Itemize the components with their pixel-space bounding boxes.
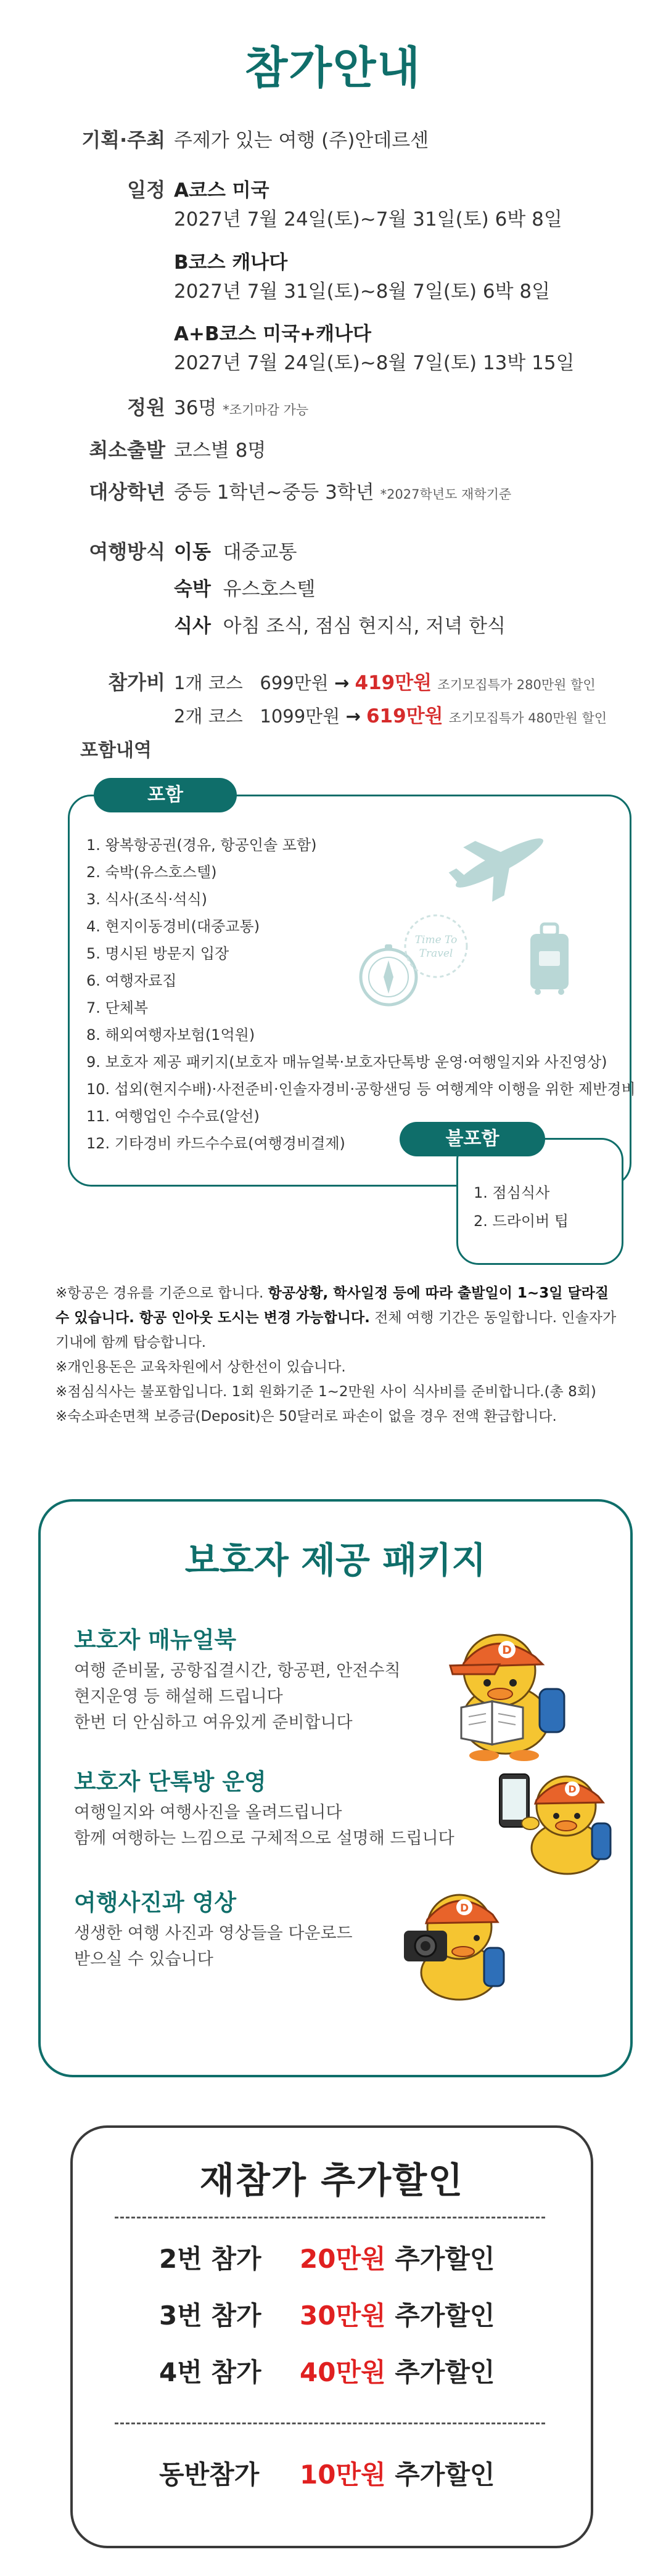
section-body [74,1800,454,1852]
body-line: 현지운영 등 해설해 드립니다 [74,1687,283,1706]
discount-label: 4번 참가 [159,2357,261,2387]
method-value: 아침 조식, 점심 현지식, 저녁 한식 [223,615,506,637]
note-item [56,1281,623,1355]
list-item: 2. 드라이버 팁 [474,1212,569,1230]
list-item: 7. 단체복 [86,999,149,1016]
note-text: 전체 여행 기간은 동일합니다. 인솔자가 기내에 함께 탑승합니다. [56,1310,617,1351]
discount-suffix: 추가할인 [395,2244,495,2274]
arrow-icon: → [345,706,361,727]
fee-course: 2개 코스 [174,706,243,727]
companion-label: 동반참가 [159,2459,260,2490]
companion-value-row [300,2455,495,2492]
planner-label: 기획·주최 [81,128,165,152]
body-line: 생생한 여행 사진과 영상들을 다운로드 [74,1924,353,1943]
note-text: ※항공은 경유를 기준으로 합니다. [56,1285,268,1301]
list-item: 2. 숙박(유스호스텔) [86,864,217,881]
capacity-value: 36명 [174,397,217,419]
capacity-row [174,392,308,420]
list-item: 12. 기타경비 카드수수료(여행경비결제) [86,1135,345,1152]
duck-mascot-phone-icon [493,1762,617,1879]
method-row-move [174,536,297,564]
list-item: 5. 명시된 방문지 입장 [86,945,229,962]
divider [115,2217,545,2218]
compass-icon [361,944,416,1005]
method-key: 이동 [174,541,211,563]
course-b-dates: 2027년 7월 31일(토)~8월 7일(토) 6박 8일 [174,280,551,303]
page-title: 참가안내 [244,42,422,94]
list-item: 9. 보호자 제공 패키지(보호자 매뉴얼북·보호자단톡방 운영·여행일지와 사진영상) [86,1053,607,1071]
planner-value: 주제가 있는 여행 (주)안데르센 [174,129,429,152]
discount-suffix: 추가할인 [395,2357,495,2387]
duck-mascot-reading-icon [426,1615,574,1763]
method-value: 대중교통 [223,541,297,563]
list-item: 3. 식사(조식·석식) [86,891,207,908]
fee-original: 1099만원 [260,706,340,727]
capacity-note: *조기마감 가능 [223,403,309,417]
course-a-dates: 2027년 7월 24일(토)~7월 31일(토) 6박 8일 [174,208,562,231]
minimum-label: 최소출발 [89,438,165,462]
fee-note: 조기모집특가 480만원 할인 [448,711,607,726]
rejoin-discount-title: 재참가 추가할인 [199,2159,464,2201]
grade-row [174,476,511,504]
section-body [74,1658,401,1736]
section-heading: 보호자 단톡방 운영 [74,1768,266,1795]
svg-text:Travel: Travel [419,947,453,960]
fee-course: 1개 코스 [174,673,243,693]
cap-letter: D [568,1783,577,1795]
section-body [74,1921,353,1973]
guardian-package-title: 보호자 제공 패키지 [184,1539,487,1581]
note-item: ※개인용돈은 교육차원에서 상한선이 있습니다. [56,1359,346,1375]
course-ab-dates: 2027년 7월 24일(토)~8월 7일(토) 13박 15일 [174,352,575,374]
fee-price: 619만원 [366,705,443,727]
list-item: 4. 현지이동경비(대중교통) [86,918,260,935]
fee-row-2 [174,700,607,728]
minimum-value: 코스별 8명 [174,440,266,462]
excluded-tab: 불포함 [400,1122,545,1156]
fee-original: 699만원 [260,673,329,693]
discount-value-row [300,2296,495,2333]
note-bold: 항공상황, 학사일정 등에 따라 출발일이 1~3일 달라질 수 있습니다. 항공 인아웃 도시는 변경 가능합니다. [56,1285,609,1326]
included-heading: 포함내역 [80,740,152,761]
notes [56,1281,623,1429]
divider [115,2423,545,2424]
method-row-stay [174,573,315,601]
section-heading: 여행사진과 영상 [74,1889,237,1916]
list-item: 6. 여행자료집 [86,972,177,989]
note-item: ※숙소파손면책 보증금(Deposit)은 50달러로 파손이 없을 경우 전액 환급합니다. [56,1409,557,1425]
travel-illustration [345,820,617,1023]
discount-label: 3번 참가 [159,2300,261,2331]
discount-value-row [300,2239,495,2276]
fee-label: 참가비 [108,671,165,694]
body-line: 한번 더 안심하고 여유있게 준비합니다 [74,1713,353,1732]
course-ab-name: A+B코스 미국+캐나다 [174,323,371,345]
body-line: 여행일지와 여행사진을 올려드립니다 [74,1803,342,1822]
body-line: 여행 준비물, 공항집결시간, 항공편, 안전수칙 [74,1661,401,1680]
discount-amount: 20만원 [300,2244,386,2274]
fee-row-1 [174,667,596,695]
arrow-icon: → [334,673,350,693]
discount-label: 2번 참가 [159,2244,261,2274]
grade-note: *2027학년도 재학기준 [380,487,512,502]
grade-value: 중등 1학년~중등 3학년 [174,481,374,504]
travel-method-label: 여행방식 [89,540,165,563]
method-key: 식사 [174,615,211,637]
grade-label: 대상학년 [89,480,165,504]
cap-letter: D [459,1902,469,1915]
method-key: 숙박 [174,578,211,600]
schedule-label: 일정 [127,178,165,202]
duck-mascot-camera-icon [392,1880,521,2003]
fee-note: 조기모집특가 280만원 할인 [437,677,596,692]
discount-suffix: 추가할인 [395,2300,495,2331]
svg-text:Time To: Time To [414,934,458,946]
discount-value-row [300,2352,495,2389]
method-row-meal [174,610,506,638]
course-a-name: A코스 미국 [174,179,269,202]
method-value: 유스호스텔 [223,578,316,600]
included-tab: 포함 [94,778,237,812]
list-item: 10. 섭외(현지수배)·사전준비·인솔자경비·공항샌딩 등 여행계약 이행을 위한 제반경비 [86,1081,636,1098]
fee-price: 419만원 [355,672,432,694]
note-item: ※점심식사는 불포함입니다. 1회 원화기준 1~2만원 사이 식사비를 준비합니다.(총 8회) [56,1384,596,1400]
discount-amount: 40만원 [300,2357,386,2387]
body-line: 받으실 수 있습니다 [74,1950,213,1969]
list-item: 8. 해외여행자보험(1억원) [86,1026,255,1044]
list-item: 1. 점심식사 [474,1184,550,1201]
excluded-list [474,1179,569,1235]
discount-amount: 30만원 [300,2300,386,2331]
section-heading: 보호자 매뉴얼북 [74,1627,237,1653]
list-item: 1. 왕복항공권(경유, 항공인솔 포함) [86,836,317,854]
course-b-name: B코스 캐나다 [174,251,288,274]
capacity-label: 정원 [127,396,165,419]
discount-amount: 10만원 [300,2459,386,2490]
cap-letter: D [502,1643,512,1657]
body-line: 함께 여행하는 느낌으로 구체적으로 설명해 드립니다 [74,1829,454,1848]
list-item: 11. 여행업인 수수료(알선) [86,1108,260,1125]
suitcase-icon [530,924,569,995]
discount-suffix: 추가할인 [395,2459,495,2490]
airplane-icon [442,820,557,914]
